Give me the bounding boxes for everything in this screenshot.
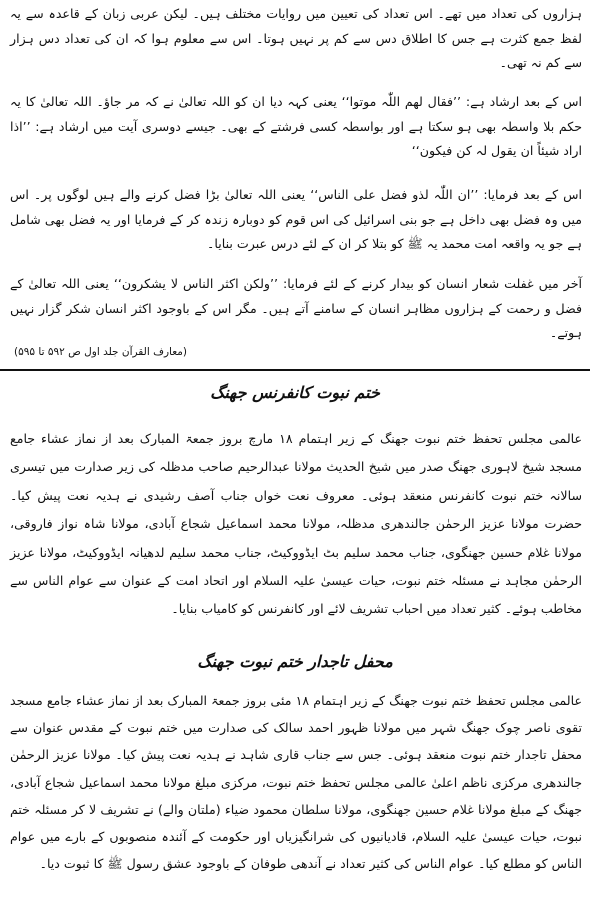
paragraph-text: اس کے بعد ارشاد ہے: ’’فقال لھم اللّٰہ موتوا‘‘ یعنی کہہ دیا ان کو اللہ تعالیٰ نے کہ مر جاؤ۔ اللہ تعالیٰ کا یہ حکم بلا واسطہ بھی ہو سکتا ہے اور بواسطہ کسی فرشتے کے بھی۔ جیسے دوسری آیت میں ارشاد ہے: ’’اذا اراد شیئاً ان یقول لہ کن فیکون‘‘ (10, 94, 582, 159)
article-paragraph-4 (10, 272, 582, 346)
section-divider (0, 369, 590, 371)
paragraph-text: ہزاروں کی تعداد میں تھے۔ اس تعداد کی تعیین میں روایات مختلف ہیں۔ لیکن عربی زبان کے قاعدہ سے یہ لفظ جمع کثرت ہے جس کا اطلاق دس سے کم پر نہیں ہوتا۔ اس سے معلوم ہوا کہ ان کی تعداد دس ہزار سے کم نہ تھی۔ (10, 6, 582, 71)
section-body-mehfil (10, 687, 582, 877)
paragraph-text: آخر میں غفلت شعار انسان کو بیدار کرنے کے لئے فرمایا: ’’ولکن اکثر الناس لا یشکرون‘‘ یعنی اللہ تعالیٰ کے فضل و رحمت کے ہزاروں مظاہر انسان کے سامنے آتے ہیں۔ مگر اس کے باوجود اکثر انسان شکر گزار نہیں ہوتے۔ (10, 276, 582, 341)
section-body-conference (10, 425, 582, 624)
paragraph-text: اس کے بعد فرمایا: ’’ان اللّٰہ لذو فضل علی الناس‘‘ یعنی اللہ تعالیٰ بڑا فضل کرنے والے ہیں لوگوں پر۔ اس میں وہ فضل بھی داخل ہے جو بنی اسرائیل کی اس قوم کو دوبارہ زندہ کر کے فرمایا اور یہ فضل بھی شامل ہے جو یہ واقعہ امت محمد یہ ﷺ کو بتلا کر ان کے لئے درس عبرت بنایا۔ (10, 187, 582, 252)
paragraph-text: عالمی مجلس تحفظ ختم نبوت جھنگ کے زیر اہتمام ۱۸ مارچ بروز جمعۃ المبارک بعد از نماز عشاء جامع مسجد شیخ لاہوری جھنگ صدر میں شیخ الحدیث مولانا عبدالرحیم صاحب مدظلہ کی زیر صدارت میں تیسری سالانہ ختم نبوت کانفرنس منعقد ہوئی۔ معروف نعت خواں جناب آصف رشیدی نے ہدیہ نعت پیش کیا۔ حضرت مولانا عزیز الرحمٰن جالندھری مدظلہ، مولانا محمد اسماعیل شجاع آبادی، مولانا شاہ نواز فاروقی، مولانا غلام حسین جھنگوی، جناب محمد سلیم بٹ ایڈووکیٹ، جناب محمد سلیم لدھیانہ ایڈووکیٹ، مولانا عزیز الرحمٰن مجاہد نے مسئلہ ختم نبوت، حیات عیسیٰ علیہ السلام اور اتحاد امت کے عنوان سے عوام الناس سے مخاطب ہوئے۔ کثیر تعداد میں احباب تشریف لائے اور کانفرنس کو کامیاب بنایا۔ (10, 431, 583, 617)
article-paragraph-2 (10, 90, 582, 164)
reference-citation: (معارف القرآن جلد اول ص ۵۹۲ تا ۵۹۵) (14, 346, 188, 358)
article-paragraph-1 (10, 2, 582, 76)
section-heading-conference: ختم نبوت کانفرنس جھنگ (210, 383, 380, 402)
section-heading-mehfil: محفل تاجدار ختم نبوت جھنگ (197, 652, 393, 671)
article-paragraph-3 (10, 183, 582, 257)
paragraph-text: عالمی مجلس تحفظ ختم نبوت جھنگ کے زیر اہتمام ۱۸ مئی بروز جمعۃ المبارک بعد از نماز عشاء جامع مسجد تقوی ناصر چوک جھنگ شہر میں مولانا ظہور احمد سالک کی صدارت میں ختم نبوت کے مقدس عنوان سے محفل تاجدار ختم نبوت منعقد ہوئی۔ جس سے جناب قاری شاہد نے ہدیہ نعت پیش کیا۔ مولانا عزیز الرحمٰن جالندھری مرکزی ناظم اعلیٰ عالمی مجلس تحفظ ختم نبوت، مرکزی مبلغ مولانا محمد اسماعیل شجاع آبادی، جھنگ کے مبلغ مولانا غلام حسین جھنگوی، مولانا سلطان محمود ضیاء (ملتان والے) نے تشریف لا کر مسئلہ ختم نبوت، حیات عیسیٰ علیہ السلام، قادیانیوں کی شرانگیزیاں اور حکومت کے آئندہ منصوبوں کے بارے میں عوام الناس کو مطلع کیا۔ عوام الناس کی کثیر تعداد نے آندھی طوفان کے باوجود عشق رسول ﷺ کا ثبوت دیا۔ (10, 693, 582, 872)
